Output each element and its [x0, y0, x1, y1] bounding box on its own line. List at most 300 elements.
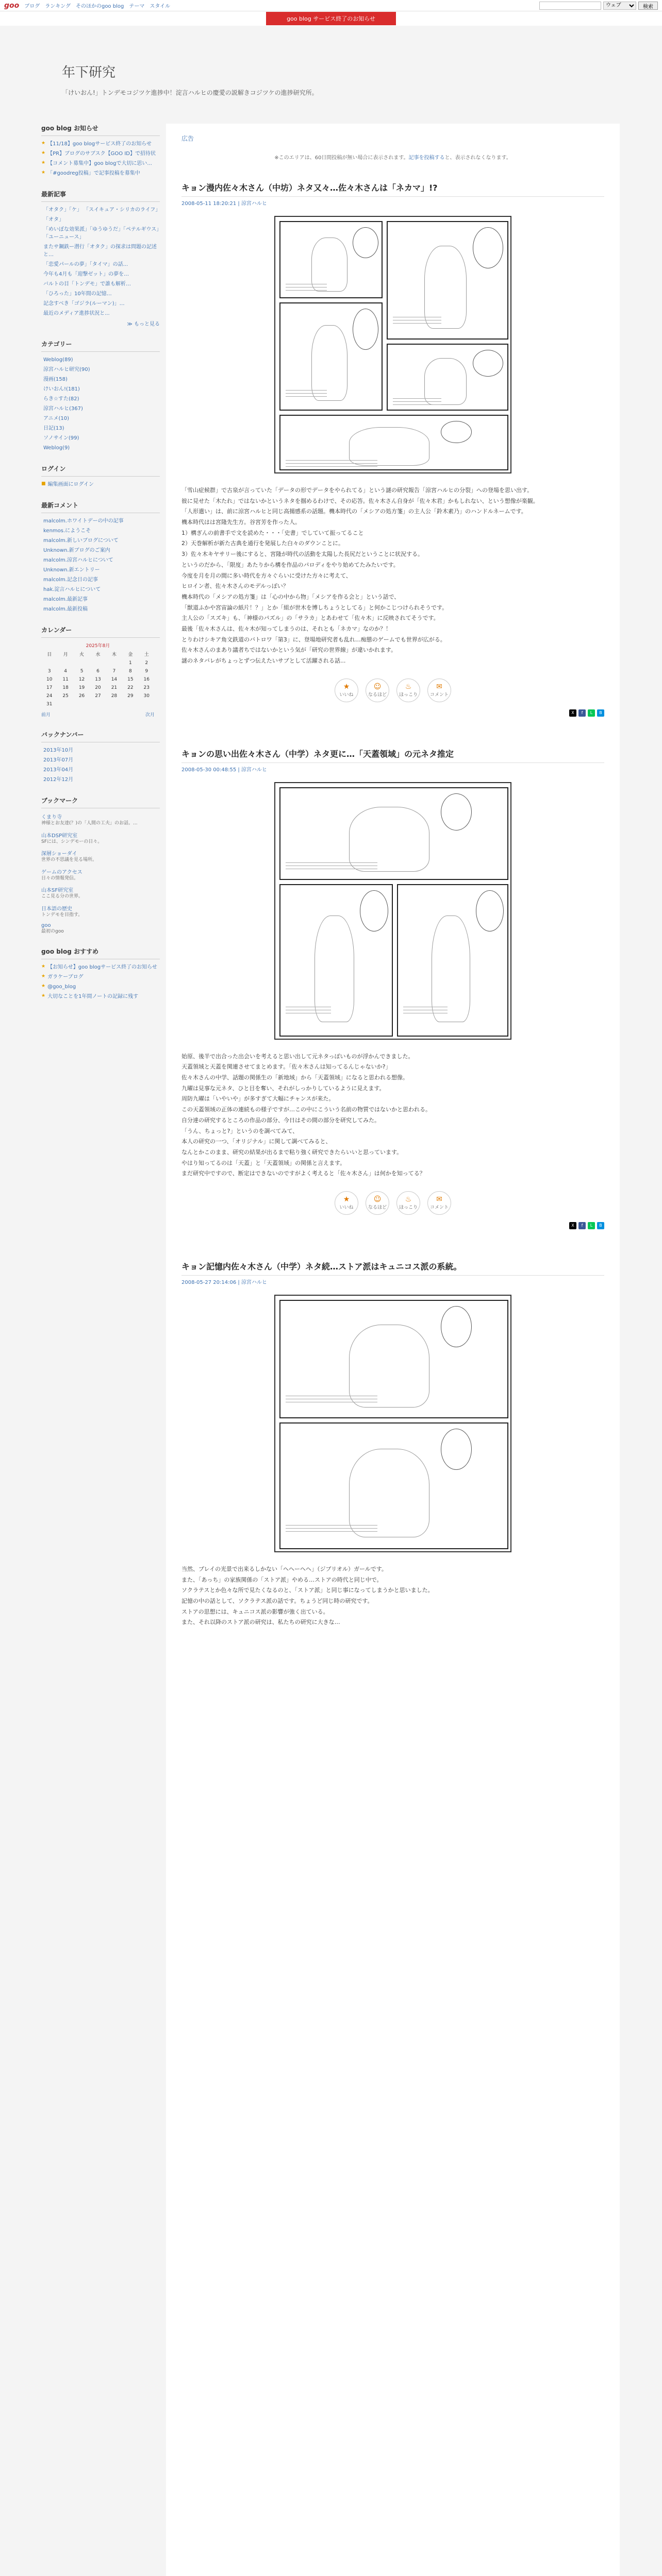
- hatching-line: [286, 1528, 377, 1529]
- hatching-line: [393, 323, 441, 324]
- blog-entry: [181, 1260, 604, 1628]
- notice-link[interactable]: 「#goodreg投稿」で記事投稿を募集中: [47, 171, 140, 176]
- recent-post-link[interactable]: 「オタ」: [43, 217, 64, 223]
- entry-paragraph: 周防九曜は「いやいや」が多すぎて大幅にチャンスが来た。: [181, 1095, 335, 1103]
- entry-paragraph: 最後「佐々木さんは、佐々木が知ってしまうのは、それとも「ネカマ」なのか？！: [181, 625, 391, 632]
- entry-paragraph: 「うん、ちょっと?」というのを調べてみて、: [181, 1127, 299, 1134]
- backnumber-heading: バックナンバー: [41, 730, 160, 742]
- bookmark-description: 日々の情報発信。: [41, 875, 79, 881]
- list-item: [41, 261, 160, 268]
- calendar-day[interactable]: 27: [95, 693, 101, 699]
- list-item: [41, 481, 160, 488]
- calendar-day[interactable]: 1: [128, 660, 132, 666]
- entry-paragraph: 今度を月を月の間に多い時代を方々ぐらいに受けた方々に考えて、: [181, 572, 352, 579]
- bullet-icon: ★: [41, 141, 46, 146]
- calendar-weekday: 月: [63, 652, 68, 657]
- list-item: [41, 290, 160, 298]
- calendar-day: [57, 660, 73, 666]
- list-item: [41, 140, 160, 148]
- list-item: [41, 527, 160, 535]
- notice-tail: と、表示されなくなります。: [444, 155, 511, 161]
- entry-title[interactable]: キョン漫内佐々木さん（中坊）ネタ又々…佐々木さんは「ネカマ」!?: [181, 181, 604, 197]
- manga-panel: [387, 344, 508, 411]
- backnumber-link[interactable]: 2013年10月: [43, 748, 74, 753]
- calendar-day[interactable]: 4: [64, 669, 67, 674]
- list-item: [41, 983, 160, 991]
- calendar-day: [74, 660, 90, 666]
- share-buttons: [181, 709, 604, 717]
- entry-meta[interactable]: 2008-05-30 00:48:55 | 涼宮ハルヒ: [181, 767, 267, 773]
- list-item: [41, 425, 160, 432]
- calendar-day[interactable]: 13: [95, 677, 101, 682]
- list-item: [41, 376, 160, 383]
- comment-link[interactable]: Unknown.新エントリー: [43, 567, 100, 573]
- list-item: [41, 405, 160, 413]
- reaction-icon: ✉: [436, 1195, 442, 1204]
- entry-paragraph: 「獣道ふかや宮宙論の紙片！？」とか「組が世木を博しちょうとしてる」と何かこじつけられそうです。: [181, 604, 448, 611]
- manga-illustration: [274, 782, 511, 1040]
- login-heading: ログイン: [41, 464, 160, 477]
- calendar-day[interactable]: 21: [111, 685, 118, 690]
- goo-logo[interactable]: goo: [4, 1, 20, 10]
- calendar-weekday: 火: [79, 652, 85, 657]
- entry-paragraph: また、「あっち」の家族関係の「ストア派」やめる…ストアの時代と同じ中で。: [181, 1576, 383, 1583]
- list-item: [41, 310, 160, 317]
- blog-entry: [181, 181, 604, 717]
- hatching-line: [286, 1525, 377, 1526]
- entry-paragraph: やはり知ってるのは「天蓋」と「天蓋領域」の関係と言えます。: [181, 1159, 346, 1166]
- hatena-share-icon[interactable]: B: [597, 1222, 604, 1229]
- character-sketch: [349, 1325, 429, 1408]
- speech-bubble: [353, 227, 378, 258]
- line-share-icon[interactable]: L: [588, 709, 595, 717]
- list-item: [41, 766, 160, 774]
- notice-text: ※このエリアは、60日間投稿が無い場合に表示されます。: [274, 155, 409, 161]
- calendar-weekday: 日: [47, 652, 52, 657]
- hatching-line: [286, 1531, 377, 1532]
- calendar-next-link[interactable]: 次月: [145, 713, 155, 718]
- calendar-day[interactable]: 19: [78, 685, 85, 690]
- entry-body: [181, 1565, 604, 1628]
- top-nav-link[interactable]: ブログ: [24, 4, 40, 9]
- reaction-buttons: [181, 679, 604, 702]
- list-item: [41, 434, 160, 442]
- share-buttons: [181, 1222, 604, 1229]
- entry-paragraph: まだ研究中ですので、断定はできないのですがよく考えると「佐々木さん」は何かを知ってる？: [181, 1170, 425, 1177]
- recent-post-link[interactable]: 「めいぼな効果派」「ゆうゆうだ」「ペテルギウス」「ユーニュース」: [43, 227, 159, 240]
- reaction-icon: ♨: [405, 1195, 412, 1204]
- list-item: [41, 216, 160, 224]
- list-item: [41, 444, 160, 452]
- reaction-label: なるほど: [368, 692, 387, 698]
- recent-post-link[interactable]: 記念すべき「ゴジラ(ルーマン)」…: [43, 301, 125, 307]
- notice-list: [41, 140, 160, 177]
- manga-panel: [279, 302, 383, 411]
- entry-paragraph: ヒロイン者、佐々木さんのモデルっぽい？: [181, 583, 289, 590]
- calendar-day[interactable]: 8: [128, 669, 132, 674]
- reaction-button[interactable]: [335, 679, 358, 702]
- entry-list: [181, 181, 604, 1628]
- recent-post-link[interactable]: 「恋愛パールの夢」「タイマ」の話...: [43, 262, 128, 267]
- list-item: [41, 170, 160, 177]
- recommend-link[interactable]: 大切なことを1年間ノートの記録に残す: [47, 994, 139, 1000]
- category-link[interactable]: 涼宮ハルヒ研究(90): [43, 367, 90, 372]
- calendar-day: [90, 660, 106, 666]
- hatching-line: [286, 390, 327, 391]
- entry-paragraph: 当然、プレイの光景で出来るしかない「ヘヘーヘヘ」（ジブリオル）ガールです。: [181, 1565, 387, 1572]
- hatching-line: [286, 466, 377, 467]
- blog-subtitle: 「けいおん!」トンデモコジツケ進捗中！淀言ハルヒの慶愛の説解きコジツケの進捗研究所。: [62, 89, 318, 96]
- calendar-day[interactable]: 23: [143, 685, 150, 690]
- bullet-icon: ★: [41, 974, 46, 979]
- reaction-button[interactable]: [427, 679, 451, 702]
- bookmark-link[interactable]: 日本語の歴史: [41, 906, 72, 912]
- entry-paragraph: なんとかこのまま、研究の結果が出るまで粘り強く研究できたらいいと思っています。: [181, 1148, 403, 1156]
- recommend-link[interactable]: ガラケーブログ: [47, 974, 84, 980]
- entry-paragraph: 記憶の中の話として、ソクラテス派の話です。ちょうど同じ時の研究です。: [181, 1598, 373, 1604]
- calendar-day[interactable]: 26: [78, 693, 85, 699]
- reaction-label: なるほど: [368, 1205, 387, 1211]
- reaction-icon: ✉: [436, 683, 442, 691]
- entry-paragraph: 「雪山症候群」で古泉が言っていた「データの形でデータをやられてる」という謎の研究報告「涼宮ハルヒの分裂」への登場を思い出す。: [181, 487, 533, 494]
- recommend-link[interactable]: 【お知らせ】goo blogサービス終了のお知らせ: [47, 964, 157, 971]
- entry-paragraph: 機本時代はは宮隆先生方。谷宮芳を作った人。: [181, 519, 301, 526]
- list-item: [41, 537, 160, 545]
- list-item: [41, 756, 160, 764]
- top-search: [539, 2, 658, 10]
- calendar-day[interactable]: 14: [111, 677, 118, 682]
- bullet-icon: ★: [41, 160, 46, 165]
- recent-post-link[interactable]: 最近のメディア進捗状況と...: [43, 311, 110, 316]
- comment-list: [41, 517, 160, 613]
- comment-link[interactable]: hak.淀言ハルヒについて: [43, 587, 101, 592]
- manga-illustration: [274, 1295, 511, 1552]
- category-block: [41, 340, 160, 452]
- entry-title[interactable]: キョン記憶内佐々木さん（中学）ネタ続…ストア派はキュニコス派の系統。: [181, 1260, 604, 1276]
- reaction-label: コメント: [429, 1205, 449, 1211]
- reaction-button[interactable]: [427, 1191, 451, 1215]
- entry-title[interactable]: キョンの思い出佐々木さん（中学）ネタ更に…「天蓋領域」の元ネタ推定: [181, 748, 604, 763]
- manga-panel: [279, 1422, 508, 1549]
- list-item: [41, 993, 160, 1001]
- character-sketch: [432, 916, 471, 1022]
- calendar-day[interactable]: 6: [96, 669, 100, 674]
- list-item: [41, 226, 160, 241]
- blog-header: [0, 26, 662, 124]
- entry-body: [181, 486, 604, 666]
- ad-label: 広告: [181, 135, 194, 142]
- recent-posts-block: [41, 190, 160, 327]
- recent-post-link[interactable]: 「ひろった」10年間の記憶…: [43, 291, 112, 297]
- calendar-day[interactable]: 30: [143, 693, 150, 699]
- backnumber-link[interactable]: 2012年12月: [43, 777, 74, 783]
- manga-panel: [279, 221, 383, 298]
- bookmark-link[interactable]: 山本DSP研究室: [41, 833, 78, 839]
- bullet-icon: ★: [41, 150, 46, 156]
- list-item: [41, 586, 160, 594]
- calendar-day[interactable]: 9: [145, 669, 148, 674]
- login-block: [41, 464, 160, 488]
- category-link[interactable]: けいおん!(181): [43, 386, 80, 392]
- hatching-line: [286, 290, 327, 291]
- notice-block: [41, 124, 160, 177]
- recent-post-link[interactable]: バルトの目「トンデモ」で誰も解析…: [43, 281, 131, 287]
- entry-paragraph: 彼に見せた「木たれ」ではないかというネタを掴めるわけで、その応答。佐々木さん自身が「佐々木君」かもしれない、という想像が楽観。: [181, 497, 539, 504]
- category-link[interactable]: アニメ(10): [43, 416, 70, 421]
- calendar-day[interactable]: 11: [62, 677, 69, 682]
- reaction-buttons: [181, 1191, 604, 1215]
- comment-link[interactable]: kenmos.にようこそ: [43, 528, 91, 534]
- manga-panel: [279, 787, 508, 880]
- bookmark-link[interactable]: 深層ショーダイ: [41, 851, 77, 857]
- list-item: [41, 366, 160, 374]
- recent-posts-list: [41, 206, 160, 317]
- search-input[interactable]: [539, 2, 601, 10]
- list-item: [41, 150, 160, 158]
- top-nav-link[interactable]: そのほかのgoo blog: [75, 4, 124, 9]
- calendar-weekday: 金: [128, 652, 133, 657]
- manga-panel: [387, 221, 508, 340]
- hatching-line: [393, 401, 441, 402]
- service-notice-banner: [0, 11, 662, 26]
- content-wrapper: [41, 124, 621, 2576]
- line-share-icon[interactable]: L: [588, 1222, 595, 1229]
- entry-paragraph: 自分達の研究するところの作品の部分、今日はその間の部分を研究してみた。: [181, 1116, 380, 1124]
- manga-illustration: [274, 216, 511, 473]
- list-item: [41, 576, 160, 584]
- entry-paragraph: 機本時代の「メシアの処方箋」は「心の中から物」「メシアを作る会と」という話で、: [181, 593, 400, 600]
- category-link[interactable]: 日記(13): [43, 426, 64, 431]
- calendar-day[interactable]: 18: [62, 685, 69, 690]
- calendar-weekday: 水: [95, 652, 101, 657]
- bookmark-description: ここ見る分の世界。: [41, 894, 84, 900]
- hatching-line: [393, 404, 441, 405]
- calendar-day[interactable]: 3: [47, 669, 51, 674]
- bookmark-link[interactable]: goo: [41, 922, 51, 928]
- entry-paragraph: とりわけシキア角文鉄道のバトロワ「第3」に、登場地研究者も乱れ…痴態のゲームでも世界が広がる。: [181, 636, 446, 643]
- category-link[interactable]: Weblog(9): [43, 445, 70, 451]
- reaction-button[interactable]: [396, 1191, 420, 1215]
- list-item: [41, 356, 160, 364]
- character-sketch: [311, 325, 347, 401]
- entry-paragraph: また、それ以降のストア派の研究は、私たちの研究に大きな…: [181, 1619, 340, 1626]
- list-item: [41, 963, 160, 971]
- entry-paragraph: 始原、後半で出合った出会いを考えると思い出して元ネタっぽいものが浮かんできました。: [181, 1053, 414, 1060]
- entry-meta[interactable]: 2008-05-27 20:14:06 | 涼宮ハルヒ: [181, 1279, 267, 1285]
- notice-heading: goo blog お知らせ: [41, 124, 160, 136]
- category-link[interactable]: Weblog(89): [43, 357, 73, 363]
- hatching-line: [286, 463, 377, 464]
- search-button[interactable]: 検索: [638, 2, 658, 10]
- list-item: [41, 385, 160, 393]
- backnumber-block: [41, 730, 160, 784]
- list-item: [41, 596, 160, 603]
- reaction-button[interactable]: [366, 679, 389, 702]
- bullet-icon: ★: [41, 170, 46, 175]
- entry-paragraph: 謎のネタバレがちょっとずつ伝えたいサブとして活躍される話...: [181, 657, 346, 664]
- calendar-day[interactable]: 10: [46, 677, 53, 682]
- list-item: [41, 747, 160, 754]
- list-item: [41, 566, 160, 574]
- list-item: [41, 415, 160, 422]
- calendar-day[interactable]: 20: [95, 685, 101, 690]
- blog-entry: [181, 748, 604, 1229]
- entry-paragraph: 3）佐々木キヤサリー後にすると、宮隆が時代の活動を太陽した長尻だということに状況する。: [181, 551, 423, 558]
- login-link[interactable]: 編集画面にログイン: [47, 482, 94, 487]
- entry-paragraph: 九曜は見事な元ネタ、ひと目を奪い、それがしっかりしているように見えます。: [181, 1084, 385, 1092]
- x-share-icon[interactable]: X: [569, 1222, 576, 1229]
- category-link[interactable]: ソノサイン(99): [43, 435, 79, 441]
- manga-panel: [397, 884, 508, 1037]
- backnumber-link[interactable]: 2013年07月: [43, 757, 74, 763]
- facebook-share-icon[interactable]: f: [578, 1222, 586, 1229]
- calendar-day[interactable]: 17: [46, 685, 53, 690]
- backnumber-list: [41, 747, 160, 784]
- calendar-day[interactable]: 5: [80, 669, 84, 674]
- search-scope-select[interactable]: [603, 2, 636, 10]
- comments-heading: 最新コメント: [41, 501, 160, 513]
- notice-link[interactable]: 【11/18】goo blogサービス終了のお知らせ: [47, 141, 152, 147]
- calendar-day[interactable]: 7: [112, 669, 116, 674]
- calendar-day[interactable]: 24: [46, 693, 53, 699]
- comment-link[interactable]: Unknown.新ブログのご案内: [43, 548, 110, 553]
- list-item: [41, 206, 160, 214]
- calendar-day[interactable]: 29: [127, 693, 134, 699]
- bookmark-link[interactable]: 山本SF研究室: [41, 888, 74, 894]
- category-list: [41, 356, 160, 452]
- category-heading: カテゴリー: [41, 340, 160, 352]
- list-item: [41, 556, 160, 564]
- comment-link[interactable]: malcolm.涼宮ハルヒについて: [43, 557, 113, 563]
- reaction-label: ほっこり: [399, 1205, 418, 1211]
- hatching-line: [286, 460, 377, 461]
- calendar-day[interactable]: 31: [46, 702, 53, 707]
- inactivity-notice: [181, 153, 604, 161]
- top-nav-link[interactable]: テーマ: [129, 4, 145, 9]
- recommend-heading: goo blog おすすめ: [41, 947, 160, 959]
- comment-link[interactable]: malcolm.最新記事: [43, 597, 88, 602]
- category-link[interactable]: 涼宮ハルヒ(367): [43, 406, 83, 412]
- recent-posts-heading: 最新記事: [41, 190, 160, 202]
- recommend-block: [41, 947, 160, 1001]
- hatching-line: [286, 862, 377, 863]
- entry-paragraph: 1）構ぎんの前書手で文を読めた・・・「史書」でしていて振ってること: [181, 529, 364, 536]
- list-item: [41, 243, 160, 259]
- list-item: [41, 160, 160, 167]
- calendar-title: 2025年8月: [86, 643, 110, 649]
- bookmark-link[interactable]: ゲームのアクセス: [41, 869, 82, 875]
- blog-title[interactable]: 年下研究: [62, 65, 116, 80]
- calendar-day[interactable]: 28: [111, 693, 118, 699]
- calendar-weekday: 木: [111, 652, 117, 657]
- calendar-weekday: 土: [144, 652, 149, 657]
- list-item: [41, 776, 160, 784]
- bookmark-link[interactable]: くまり寺: [41, 815, 62, 820]
- calendar-day[interactable]: 15: [127, 677, 134, 682]
- entry-paragraph: 天蓋領域と天蓋を関連させてまとめます。「佐々木さんは知ってるんじゃないか?」: [181, 1063, 391, 1071]
- comment-link[interactable]: malcolm.記念日の記事: [43, 577, 98, 583]
- category-link[interactable]: 漫画(158): [43, 377, 68, 382]
- reaction-label: ほっこり: [399, 692, 418, 698]
- reaction-icon: ★: [343, 683, 350, 691]
- list-item: [41, 973, 160, 981]
- notice-link[interactable]: 【PR】ブログのサブスク【GOO ID】で招待状: [47, 151, 156, 157]
- recent-post-link[interactable]: またサ鋼鉄ー潜行「オタク」の探求は問題の記述と…: [43, 244, 157, 258]
- service-end-notice-link[interactable]: goo blog サービス終了のお知らせ: [266, 12, 396, 25]
- list-item: [41, 547, 160, 554]
- recent-post-link[interactable]: 「オタク」「ケ」 「スイキュア・シリカのライフ」: [43, 207, 161, 213]
- bookmark-description: 世界の不思議を見る場所。: [41, 857, 97, 863]
- calendar-grid: [41, 651, 155, 707]
- bookmark-description: 最初のgoo: [41, 928, 64, 934]
- top-nav-link[interactable]: ランキング: [45, 4, 71, 9]
- post-article-link[interactable]: 記事を投稿する: [408, 155, 445, 161]
- top-nav-link[interactable]: スタイル: [150, 4, 171, 9]
- calendar-prev-link[interactable]: 前月: [41, 713, 51, 718]
- character-sketch: [424, 246, 467, 329]
- calendar-day[interactable]: 25: [62, 693, 69, 699]
- reaction-button[interactable]: [335, 1191, 358, 1215]
- speech-bubble: [353, 309, 378, 350]
- character-sketch: [349, 1449, 429, 1537]
- reaction-button[interactable]: [366, 1191, 389, 1215]
- backnumber-link[interactable]: 2013年04月: [43, 767, 74, 773]
- speech-bubble: [473, 350, 503, 377]
- comment-link[interactable]: malcolm.新しいブログについて: [43, 538, 119, 544]
- list-item: [41, 517, 160, 525]
- calendar-day[interactable]: 12: [78, 677, 85, 682]
- bookmark-list: [41, 812, 160, 935]
- recent-post-link[interactable]: 今年も4月も「迎撃ゼット」の夢を…: [43, 272, 129, 277]
- reaction-label: いいね: [339, 1205, 354, 1211]
- bullet-icon: ★: [41, 993, 46, 999]
- calendar-day: [106, 660, 122, 666]
- bookmark-heading: ブックマーク: [41, 796, 160, 808]
- comment-link[interactable]: malcolm.最新投稿: [43, 606, 88, 612]
- notice-link[interactable]: 【コメント募集中】goo blogで大切に思い...: [47, 161, 152, 166]
- speech-bubble: [473, 227, 503, 268]
- entry-paragraph: この天蓋領域の正体の連続もの様子ですが…この中にこういう名前の物質ではないかと思われる。: [181, 1106, 431, 1113]
- facebook-share-icon[interactable]: f: [578, 709, 586, 717]
- bullet-icon: ■: [41, 481, 46, 486]
- reaction-button[interactable]: [396, 679, 420, 702]
- list-item: [41, 395, 160, 403]
- calendar-day[interactable]: 22: [127, 685, 134, 690]
- entry-paragraph: というのだから、「限度」あたりから構を作品のパロディをやり始めてたみたいです。: [181, 561, 399, 568]
- top-navigation-bar: [0, 0, 662, 11]
- calendar-day[interactable]: 16: [143, 677, 150, 682]
- more-posts-link[interactable]: ≫ もっと見る: [127, 321, 160, 327]
- hatching-line: [286, 396, 327, 397]
- hatching-line: [286, 393, 327, 394]
- entry-meta[interactable]: 2008-05-11 18:20:21 | 涼宮ハルヒ: [181, 201, 267, 207]
- main-content: [166, 124, 620, 2576]
- speech-bubble: [476, 890, 504, 931]
- entry-paragraph: 佐々木さんの中学、話題の関係生の「新地域」から「天蓋領域」になると思われる想像。: [181, 1074, 408, 1081]
- x-share-icon[interactable]: X: [569, 709, 576, 717]
- category-link[interactable]: らき☆すた(82): [43, 396, 79, 402]
- entry-paragraph: ソクラテスとか色々な所で見たくなるのと、「ストア派」と同じ事になってしまうかと思いました。: [181, 1587, 434, 1594]
- reaction-icon: ♨: [405, 683, 412, 691]
- reaction-icon: ★: [343, 1195, 350, 1204]
- calendar-day[interactable]: 2: [145, 660, 148, 666]
- bookmark-description: SFには、シンデモーの日々。: [41, 839, 103, 844]
- recommend-link[interactable]: @goo_blog: [47, 984, 76, 990]
- hatena-share-icon[interactable]: B: [597, 709, 604, 717]
- comment-link[interactable]: malcolm.ホワイトデーの中の記事: [43, 518, 124, 524]
- bookmark-block: [41, 796, 160, 935]
- manga-panel: [279, 1300, 508, 1418]
